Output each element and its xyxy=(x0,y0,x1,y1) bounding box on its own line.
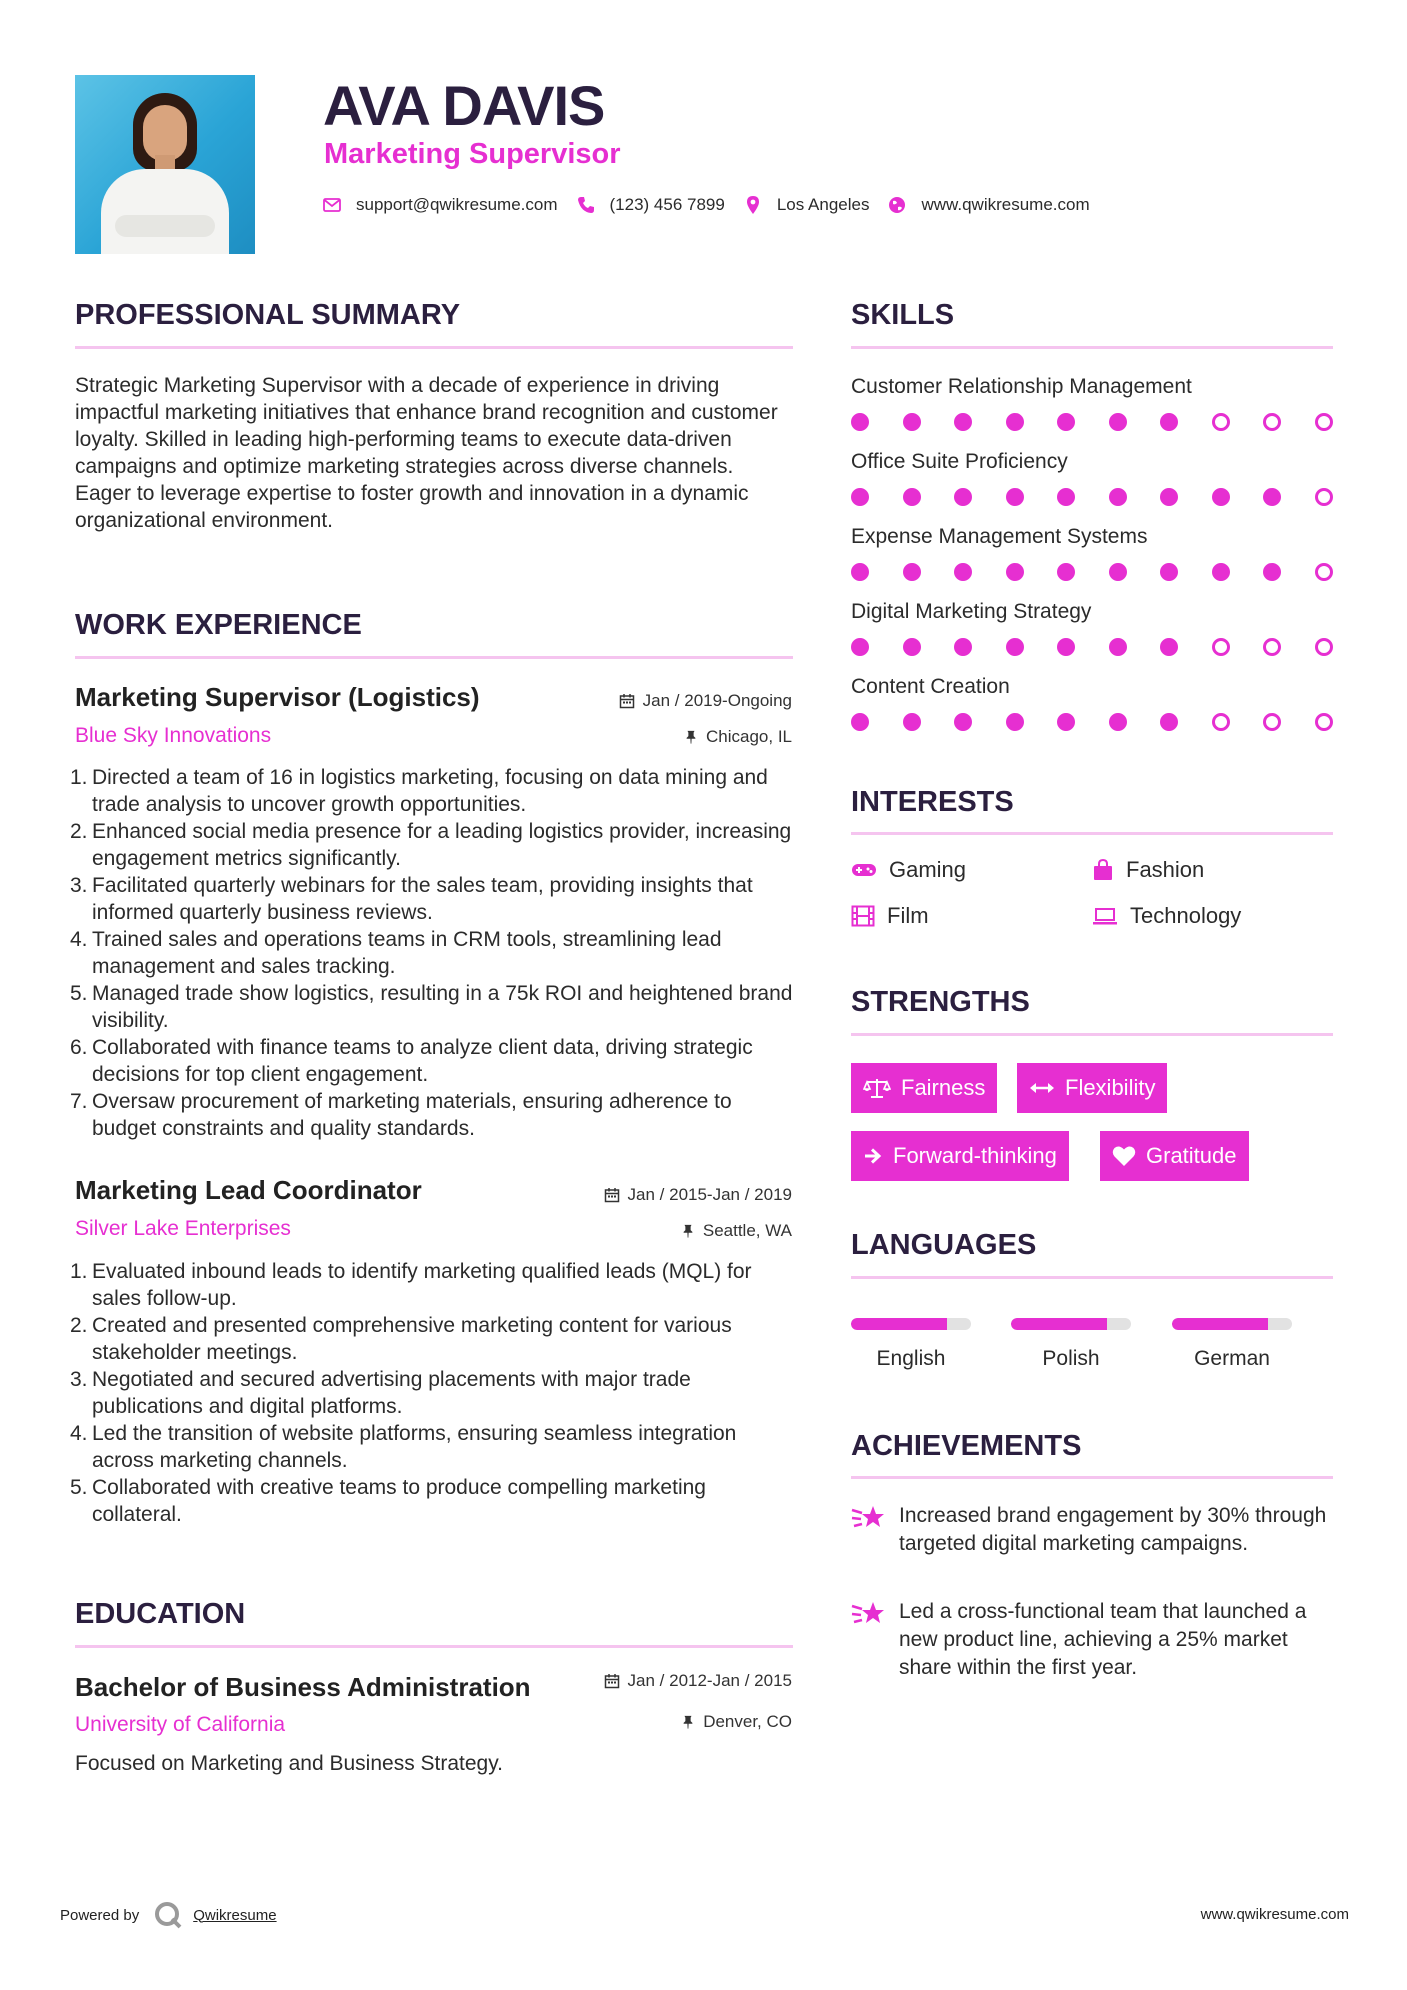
rating-dot-filled xyxy=(1263,488,1281,506)
rating-dot-filled xyxy=(851,488,869,506)
strength-badge xyxy=(851,1131,1069,1181)
achievements-divider xyxy=(851,1476,1333,1479)
rating-dot-filled xyxy=(903,413,921,431)
contact-email[interactable]: support@qwikresume.com xyxy=(356,195,558,214)
rating-dot-filled xyxy=(954,413,972,431)
skill-name: Expense Management Systems xyxy=(851,525,1148,548)
shooting-star-icon xyxy=(851,1600,885,1628)
achievements-heading: ACHIEVEMENTS xyxy=(851,1430,1082,1462)
rating-dot-filled xyxy=(851,413,869,431)
film-icon xyxy=(851,905,875,927)
strength-label: Fairness xyxy=(901,1075,986,1100)
rating-dot-filled xyxy=(1212,563,1230,581)
strength-label: Forward-thinking xyxy=(893,1143,1057,1168)
rating-dot-filled xyxy=(1006,563,1024,581)
qwikresume-logo-icon xyxy=(153,1900,183,1930)
laptop-icon xyxy=(1092,906,1118,926)
language-level-fill xyxy=(1011,1318,1107,1330)
list-item: 5. Collaborated with creative teams to produce compelling marketing collateral. xyxy=(70,1476,706,1526)
arrow-right-icon xyxy=(863,1147,883,1165)
rating-dot-empty xyxy=(1263,713,1281,731)
list-item: 4. Led the transition of website platforms, ensuring seamless integration across marketing channels. xyxy=(70,1422,737,1472)
education-dates xyxy=(604,1670,792,1692)
language-name: English xyxy=(876,1347,946,1370)
skill-name: Office Suite Proficiency xyxy=(851,450,1068,473)
rating-dot-filled xyxy=(851,638,869,656)
job-location xyxy=(684,726,792,748)
calendar-icon xyxy=(604,1673,620,1689)
education-divider xyxy=(75,1645,793,1648)
rating-dot-filled xyxy=(1057,563,1075,581)
rating-dot-empty xyxy=(1212,713,1230,731)
rating-dot-filled xyxy=(1057,488,1075,506)
rating-dot-empty xyxy=(1212,638,1230,656)
pushpin-icon xyxy=(681,1223,695,1239)
list-item: 2. Enhanced social media presence for a leading logistics provider, increasing engagement metrics significantly. xyxy=(70,820,792,870)
interests-divider xyxy=(851,832,1333,835)
rating-dot-filled xyxy=(1006,488,1024,506)
candidate-title: Marketing Supervisor xyxy=(324,138,621,170)
languages-divider xyxy=(851,1276,1333,1279)
rating-dot-filled xyxy=(954,563,972,581)
achievement-item xyxy=(851,1502,1331,1558)
footer-powered-by xyxy=(60,1900,277,1930)
list-item: 4. Trained sales and operations teams in CRM tools, streamlining lead management and sales tracking. xyxy=(70,928,722,978)
skill-rating xyxy=(851,488,1333,508)
education-location-text: Denver, CO xyxy=(703,1712,792,1731)
job-bullets xyxy=(70,764,796,1142)
list-item: 3. Negotiated and secured advertising placements with major trade publications and digital platforms. xyxy=(70,1368,691,1418)
arrows-horizontal-icon xyxy=(1029,1080,1055,1096)
skill-rating xyxy=(851,413,1333,433)
list-item: 6. Collaborated with finance teams to analyze client data, driving strategic decisions for top client engagement. xyxy=(70,1036,753,1086)
map-pin-icon xyxy=(743,195,763,215)
rating-dot-filled xyxy=(851,713,869,731)
contact-row xyxy=(322,193,1108,217)
rating-dot-empty xyxy=(1263,413,1281,431)
education-location xyxy=(681,1711,792,1733)
rating-dot-filled xyxy=(1160,563,1178,581)
strengths-divider xyxy=(851,1033,1333,1036)
strengths-heading: STRENGTHS xyxy=(851,986,1030,1018)
language-level-fill xyxy=(1172,1318,1268,1330)
job-location xyxy=(681,1220,792,1242)
skills-heading: SKILLS xyxy=(851,299,955,331)
language-level-fill xyxy=(851,1318,947,1330)
rating-dot-filled xyxy=(954,713,972,731)
rating-dot-filled xyxy=(1006,638,1024,656)
job-dates-text: Jan / 2015-Jan / 2019 xyxy=(627,1185,792,1204)
rating-dot-filled xyxy=(1057,413,1075,431)
contact-location: Los Angeles xyxy=(776,195,870,214)
job-company: Silver Lake Enterprises xyxy=(75,1217,291,1240)
rating-dot-filled xyxy=(1263,563,1281,581)
achievement-item xyxy=(851,1598,1331,1682)
languages-heading: LANGUAGES xyxy=(851,1229,1037,1261)
rating-dot-filled xyxy=(903,713,921,731)
pushpin-icon xyxy=(684,729,698,745)
job-role: Marketing Supervisor (Logistics) xyxy=(75,682,480,712)
rating-dot-filled xyxy=(903,563,921,581)
gamepad-icon xyxy=(851,861,877,879)
balance-scale-icon xyxy=(863,1077,891,1099)
language-level-bar xyxy=(851,1318,971,1330)
rating-dot-filled xyxy=(903,638,921,656)
rating-dot-filled xyxy=(1109,488,1127,506)
interest-item xyxy=(1092,902,1241,930)
education-school: University of California xyxy=(75,1713,286,1736)
rating-dot-filled xyxy=(1057,713,1075,731)
rating-dot-filled xyxy=(1212,488,1230,506)
heart-icon xyxy=(1112,1145,1136,1167)
interest-item xyxy=(851,856,966,884)
rating-dot-filled xyxy=(1057,638,1075,656)
interest-label: Fashion xyxy=(1126,857,1205,882)
rating-dot-filled xyxy=(1160,638,1178,656)
rating-dot-filled xyxy=(903,488,921,506)
skill-rating xyxy=(851,638,1333,658)
experience-divider xyxy=(75,656,793,659)
candidate-name: AVA DAVIS xyxy=(323,74,605,137)
job-location-text: Seattle, WA xyxy=(702,1221,792,1240)
education-degree: Bachelor of Business Administration xyxy=(75,1672,531,1702)
interest-item xyxy=(1092,856,1204,884)
contact-website[interactable]: www.qwikresume.com xyxy=(921,195,1090,214)
profile-photo xyxy=(75,75,255,254)
education-dates-text: Jan / 2012-Jan / 2015 xyxy=(627,1671,792,1690)
rating-dot-empty xyxy=(1263,638,1281,656)
rating-dot-filled xyxy=(1006,713,1024,731)
rating-dot-empty xyxy=(1315,563,1333,581)
language-name: German xyxy=(1194,1347,1270,1370)
interest-item xyxy=(851,902,929,930)
strength-badge xyxy=(1017,1063,1167,1113)
achievement-text: Increased brand engagement by 30% through targeted digital marketing campaigns. xyxy=(899,1504,1327,1555)
rating-dot-empty xyxy=(1315,638,1333,656)
strength-label: Gratitude xyxy=(1146,1143,1237,1168)
strength-badge xyxy=(1100,1131,1249,1181)
powered-by-label: Powered by xyxy=(60,1906,140,1924)
skill-name: Customer Relationship Management xyxy=(851,375,1192,398)
rating-dot-empty xyxy=(1315,413,1333,431)
interest-label: Gaming xyxy=(889,857,967,882)
qwikresume-link[interactable]: Qwikresume xyxy=(193,1906,277,1924)
phone-icon xyxy=(576,195,596,215)
interest-label: Technology xyxy=(1130,903,1242,928)
strength-label: Flexibility xyxy=(1065,1075,1156,1100)
calendar-icon xyxy=(604,1187,620,1203)
list-item: 1. Evaluated inbound leads to identify marketing qualified leads (MQL) for sales follow-up. xyxy=(70,1260,752,1310)
rating-dot-filled xyxy=(1109,563,1127,581)
job-bullets xyxy=(70,1258,796,1528)
language-level-bar xyxy=(1011,1318,1131,1330)
envelope-icon xyxy=(322,195,342,215)
rating-dot-filled xyxy=(1006,413,1024,431)
job-dates xyxy=(604,1184,792,1206)
achievement-text: Led a cross-functional team that launched a new product line, achieving a 25% market share within the first year. xyxy=(899,1600,1307,1679)
skill-name: Content Creation xyxy=(851,675,1010,698)
summary-text: Strategic Marketing Supervisor with a decade of experience in driving impactful marketing initiatives that enhance brand recognition and customer loyalty. Skilled in leading high-performing teams to execute data-driven campaigns and optimize marketing strategies across diverse channels. Eager to leverage expertise to foster growth and innovation in a dynamic organizational environment. xyxy=(75,374,778,532)
rating-dot-empty xyxy=(1315,488,1333,506)
list-item: 3. Facilitated quarterly webinars for the sales team, providing insights that informed quarterly business reviews. xyxy=(70,874,753,924)
job-location-text: Chicago, IL xyxy=(706,727,792,746)
rating-dot-filled xyxy=(1109,638,1127,656)
skills-divider xyxy=(851,346,1333,349)
skill-rating xyxy=(851,563,1333,583)
skill-name: Digital Marketing Strategy xyxy=(851,600,1092,623)
shopping-bag-icon xyxy=(1092,859,1114,881)
job-role: Marketing Lead Coordinator xyxy=(75,1175,422,1205)
interests-heading: INTERESTS xyxy=(851,786,1014,818)
rating-dot-empty xyxy=(1315,713,1333,731)
summary-divider xyxy=(75,346,793,349)
rating-dot-filled xyxy=(1160,713,1178,731)
rating-dot-filled xyxy=(954,488,972,506)
job-company: Blue Sky Innovations xyxy=(75,724,272,747)
rating-dot-filled xyxy=(1160,488,1178,506)
pushpin-icon xyxy=(681,1714,695,1730)
summary-heading: PROFESSIONAL SUMMARY xyxy=(75,299,461,331)
strength-badge xyxy=(851,1063,997,1113)
education-description: Focused on Marketing and Business Strategy. xyxy=(75,1752,504,1775)
job-dates-text: Jan / 2019-Ongoing xyxy=(642,691,792,710)
footer-website[interactable]: www.qwikresume.com xyxy=(1200,1906,1349,1923)
language-level-bar xyxy=(1172,1318,1292,1330)
rating-dot-filled xyxy=(1109,713,1127,731)
language-name: Polish xyxy=(1042,1347,1100,1370)
rating-dot-empty xyxy=(1212,413,1230,431)
rating-dot-filled xyxy=(954,638,972,656)
contact-phone[interactable]: (123) 456 7899 xyxy=(609,195,725,214)
list-item: 1. Directed a team of 16 in logistics marketing, focusing on data mining and trade analysis to uncover growth opportunities. xyxy=(70,766,768,816)
list-item: 5. Managed trade show logistics, resulting in a 75k ROI and heightened brand visibility. xyxy=(70,982,793,1032)
job-dates xyxy=(619,690,792,712)
globe-icon xyxy=(887,195,907,215)
shooting-star-icon xyxy=(851,1504,885,1532)
list-item: 7. Oversaw procurement of marketing materials, ensuring adherence to budget constraints and quality standards. xyxy=(70,1090,732,1140)
education-heading: EDUCATION xyxy=(75,1598,246,1630)
interest-label: Film xyxy=(887,903,929,928)
experience-heading: WORK EXPERIENCE xyxy=(75,609,362,641)
rating-dot-filled xyxy=(851,563,869,581)
rating-dot-filled xyxy=(1109,413,1127,431)
rating-dot-filled xyxy=(1160,413,1178,431)
list-item: 2. Created and presented comprehensive marketing content for various stakeholder meetings. xyxy=(70,1314,732,1364)
skill-rating xyxy=(851,713,1333,733)
calendar-icon xyxy=(619,693,635,709)
